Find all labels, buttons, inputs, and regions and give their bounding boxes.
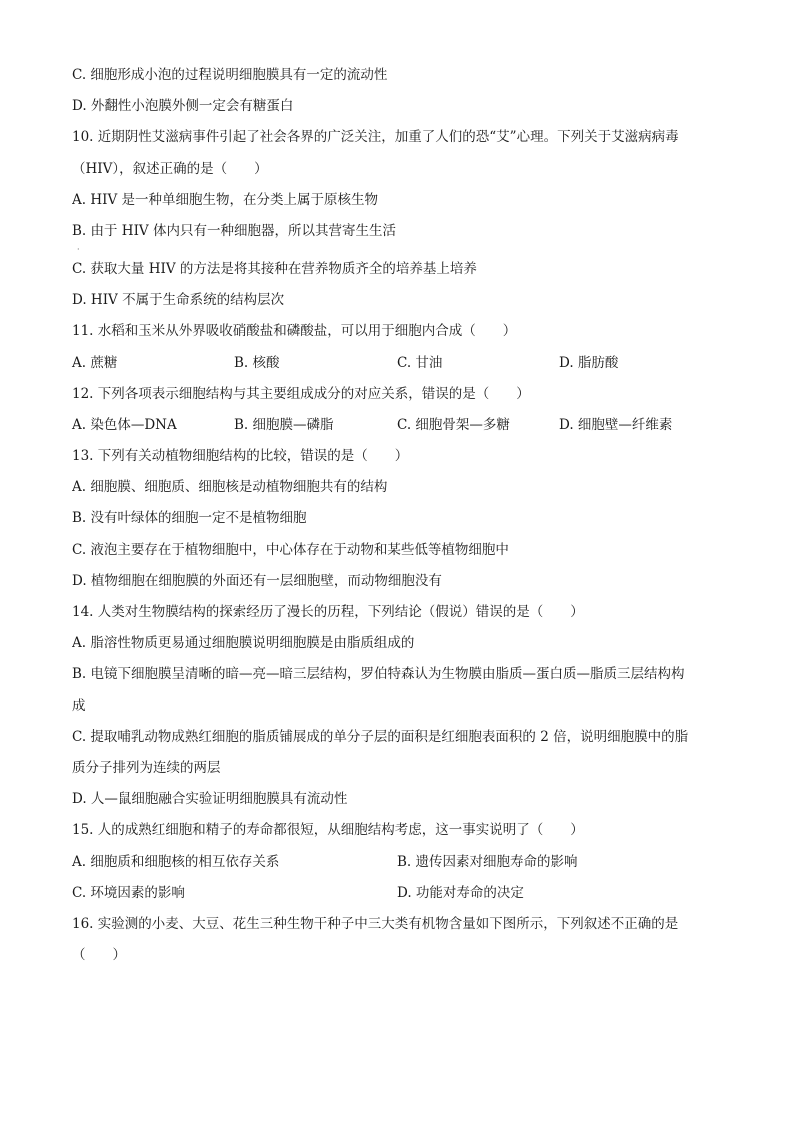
q10-option-a: A. HIV 是一种单细胞生物，在分类上属于原核生物 [72,191,378,208]
q14-option-b-line2: 成 [72,697,86,714]
q9-option-c: C. 细胞形成小泡的过程说明细胞膜具有一定的流动性 [72,67,388,83]
q10-option-d: D. HIV 不属于生命系统的结构层次 [72,292,285,309]
q10-stem-line1: 10. 近期阴性艾滋病事件引起了社会各界的广泛关注，加重了人们的恐“艾”心理。下列关于艾滋病病毒 [72,129,679,146]
q12-option-d: D. 细胞壁—纤维素 [559,416,673,433]
q14-option-a: A. 脂溶性物质更易通过细胞膜说明细胞膜是由脂质组成的 [72,635,415,652]
q14-option-c-line1: C. 提取哺乳动物成熟红细胞的脂质铺展成的单分子层的面积是红细胞表面积的 2 倍，说明细胞膜中的脂 [72,728,689,745]
q12-option-b: B. 细胞膜—磷脂 [234,416,334,433]
q11-option-d: D. 脂肪酸 [559,354,619,371]
q10-stem-line2: （HIV），叙述正确的是（ ） [72,160,268,177]
q15-option-a: A. 细胞质和细胞核的相互依存关系 [72,853,280,870]
q13-option-a: A. 细胞膜、细胞质、细胞核是动植物细胞共有的结构 [72,479,388,496]
q13-option-b: B. 没有叶绿体的细胞一定不是植物细胞 [72,510,307,527]
q15-option-c: C. 环境因素的影响 [72,884,185,901]
q14-option-d: D. 人—鼠细胞融合实验证明细胞膜具有流动性 [72,791,348,808]
q16-stem-line2: （ ） [72,947,126,964]
q12-option-c: C. 细胞骨架—多糖 [397,416,510,433]
q10-option-c: C. 获取大量 HIV 的方法是将其接种在营养物质齐全的培养基上培养 [72,260,477,277]
q11-option-a: A. 蔗糖 [72,354,118,371]
q14-option-b-line1: B. 电镜下细胞膜呈清晰的暗—亮—暗三层结构，罗伯特森认为生物膜由脂质—蛋白质—脂质三层结构构 [72,666,685,683]
q14-stem: 14. 人类对生物膜结构的探索经历了漫长的历程，下列结论（假说）错误的是（ ） [72,604,584,620]
q11-options [72,352,722,383]
q15-option-d: D. 功能对寿命的决定 [397,884,524,901]
q15-option-b: B. 遗传因素对细胞寿命的影响 [397,853,578,870]
q15-stem: 15. 人的成熟红细胞和精子的寿命都很短，从细胞结构考虑，这一事实说明了（ ） [72,822,584,839]
document-page [72,64,722,975]
q12-options [72,414,722,445]
q10-option-b: B. 由于 HIV 体内只有一种细胞器，所以其营寄生生活 [72,222,396,239]
q14-option-c-line2: 质分子排列为连续的两层 [72,759,221,776]
q12-option-a: A. 染色体—DNA [72,416,177,433]
q15-options-row1 [72,851,722,882]
q11-option-c: C. 甘油 [397,354,443,371]
q13-stem: 13. 下列有关动植物细胞结构的比较，错误的是（ ） [72,448,409,465]
q11-stem: 11. 水稻和玉米从外界吸收硝酸盐和磷酸盐，可以用于细胞内合成（ ） [72,323,517,340]
q13-option-d: D. 植物细胞在细胞膜的外面还有一层细胞壁，而动物细胞没有 [72,572,442,589]
q15-options-row2 [72,882,722,913]
q13-option-c: C. 液泡主要存在于植物细胞中，中心体存在于动物和某些低等植物细胞中 [72,541,509,558]
q16-stem-line1: 16. 实验测的小麦、大豆、花生三种生物干种子中三大类有机物含量如下图所示，下列叙述不正确的是 [72,915,679,932]
q9-option-d: D. 外翻性小泡膜外侧一定会有糖蛋白 [72,98,294,115]
stray-dot-mark: · [77,245,80,254]
q11-option-b: B. 核酸 [234,354,280,371]
q12-stem: 12. 下列各项表示细胞结构与其主要组成成分的对应关系，错误的是（ ） [72,385,530,402]
